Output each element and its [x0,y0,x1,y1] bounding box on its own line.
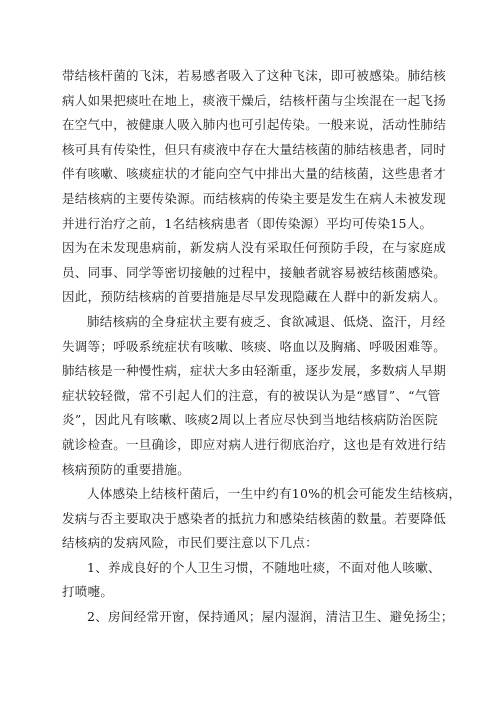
text-line: 人体感染上结核杆菌后，一生中约有10%的机会可能发生结核病， [87,486,462,502]
text-line: 打喷嚏。 [62,584,114,600]
text-line: 员、同事、同学等密切接触的过程中，接触者就容易被结核菌感染。 [62,264,447,280]
text-line: 2、房间经常开窗，保持通风；屋内湿润，清洁卫生、避免扬尘； [87,609,454,625]
text-line: 核可具有传染性，但只有痰液中存在大量结核菌的肺结核患者，同时 [62,141,447,157]
text-line: 是结核病的主要传染源。而结核病的传染主要是发生在病人未被发现 [62,190,447,206]
document-body [62,64,462,630]
text-line: 肺结核是一种慢性病，症状大多由轻渐重，逐步发展，多数病人早期 [62,363,447,379]
text-line: 核病预防的重要措施。 [62,461,191,477]
text-line: 发病与否主要取决于感染者的抵抗力和感染结核菌的数量。若要降低 [62,510,447,526]
text-line: 并进行治疗之前，1名结核病患者（即传染源）平均可传染15人。 [62,215,433,231]
text-line: 就诊检查。一旦确诊，即应对病人进行彻底治疗，这也是有效进行结 [62,436,447,452]
text-line: 炎”，因此凡有咳嗽、咳痰2周以上者应尽快到当地结核病防治医院 [62,412,438,428]
text-line: 因为在未发现患病前，新发病人没有采取任何预防手段，在与家庭成 [62,240,447,256]
text-line: 结核病的发病风险，市民们要注意以下几点： [62,535,319,551]
text-line: 症状较轻微，常不引起人们的注意，有的被误认为是“感冒”、“气管 [62,387,441,403]
text-line: 肺结核病的全身症状主要有疲乏、食欲减退、低烧、盗汗，月经 [87,313,446,329]
text-line: 1、养成良好的个人卫生习惯，不随地吐痰，不面对他人咳嗽、 [87,559,441,575]
text-line: 病人如果把痰吐在地上，痰液干燥后，结核杆菌与尘埃混在一起飞扬 [62,92,447,108]
text-line: 带结核杆菌的飞沫，若易感者吸入了这种飞沫，即可被感染。肺结核 [62,68,447,83]
text-line: 伴有咳嗽、咳痰症状的才能向空气中排出大量的结核菌，这些患者才 [62,166,447,182]
text-line: 失调等；呼吸系统症状有咳嗽、咳痰、咯血以及胸痛、呼吸困难等。 [62,338,447,354]
text-line: 因此，预防结核病的首要措施是尽早发现隐藏在人群中的新发病人。 [62,289,447,305]
text-line: 在空气中，被健康人吸入肺内也可引起传染。一般来说，活动性肺结 [62,117,447,133]
